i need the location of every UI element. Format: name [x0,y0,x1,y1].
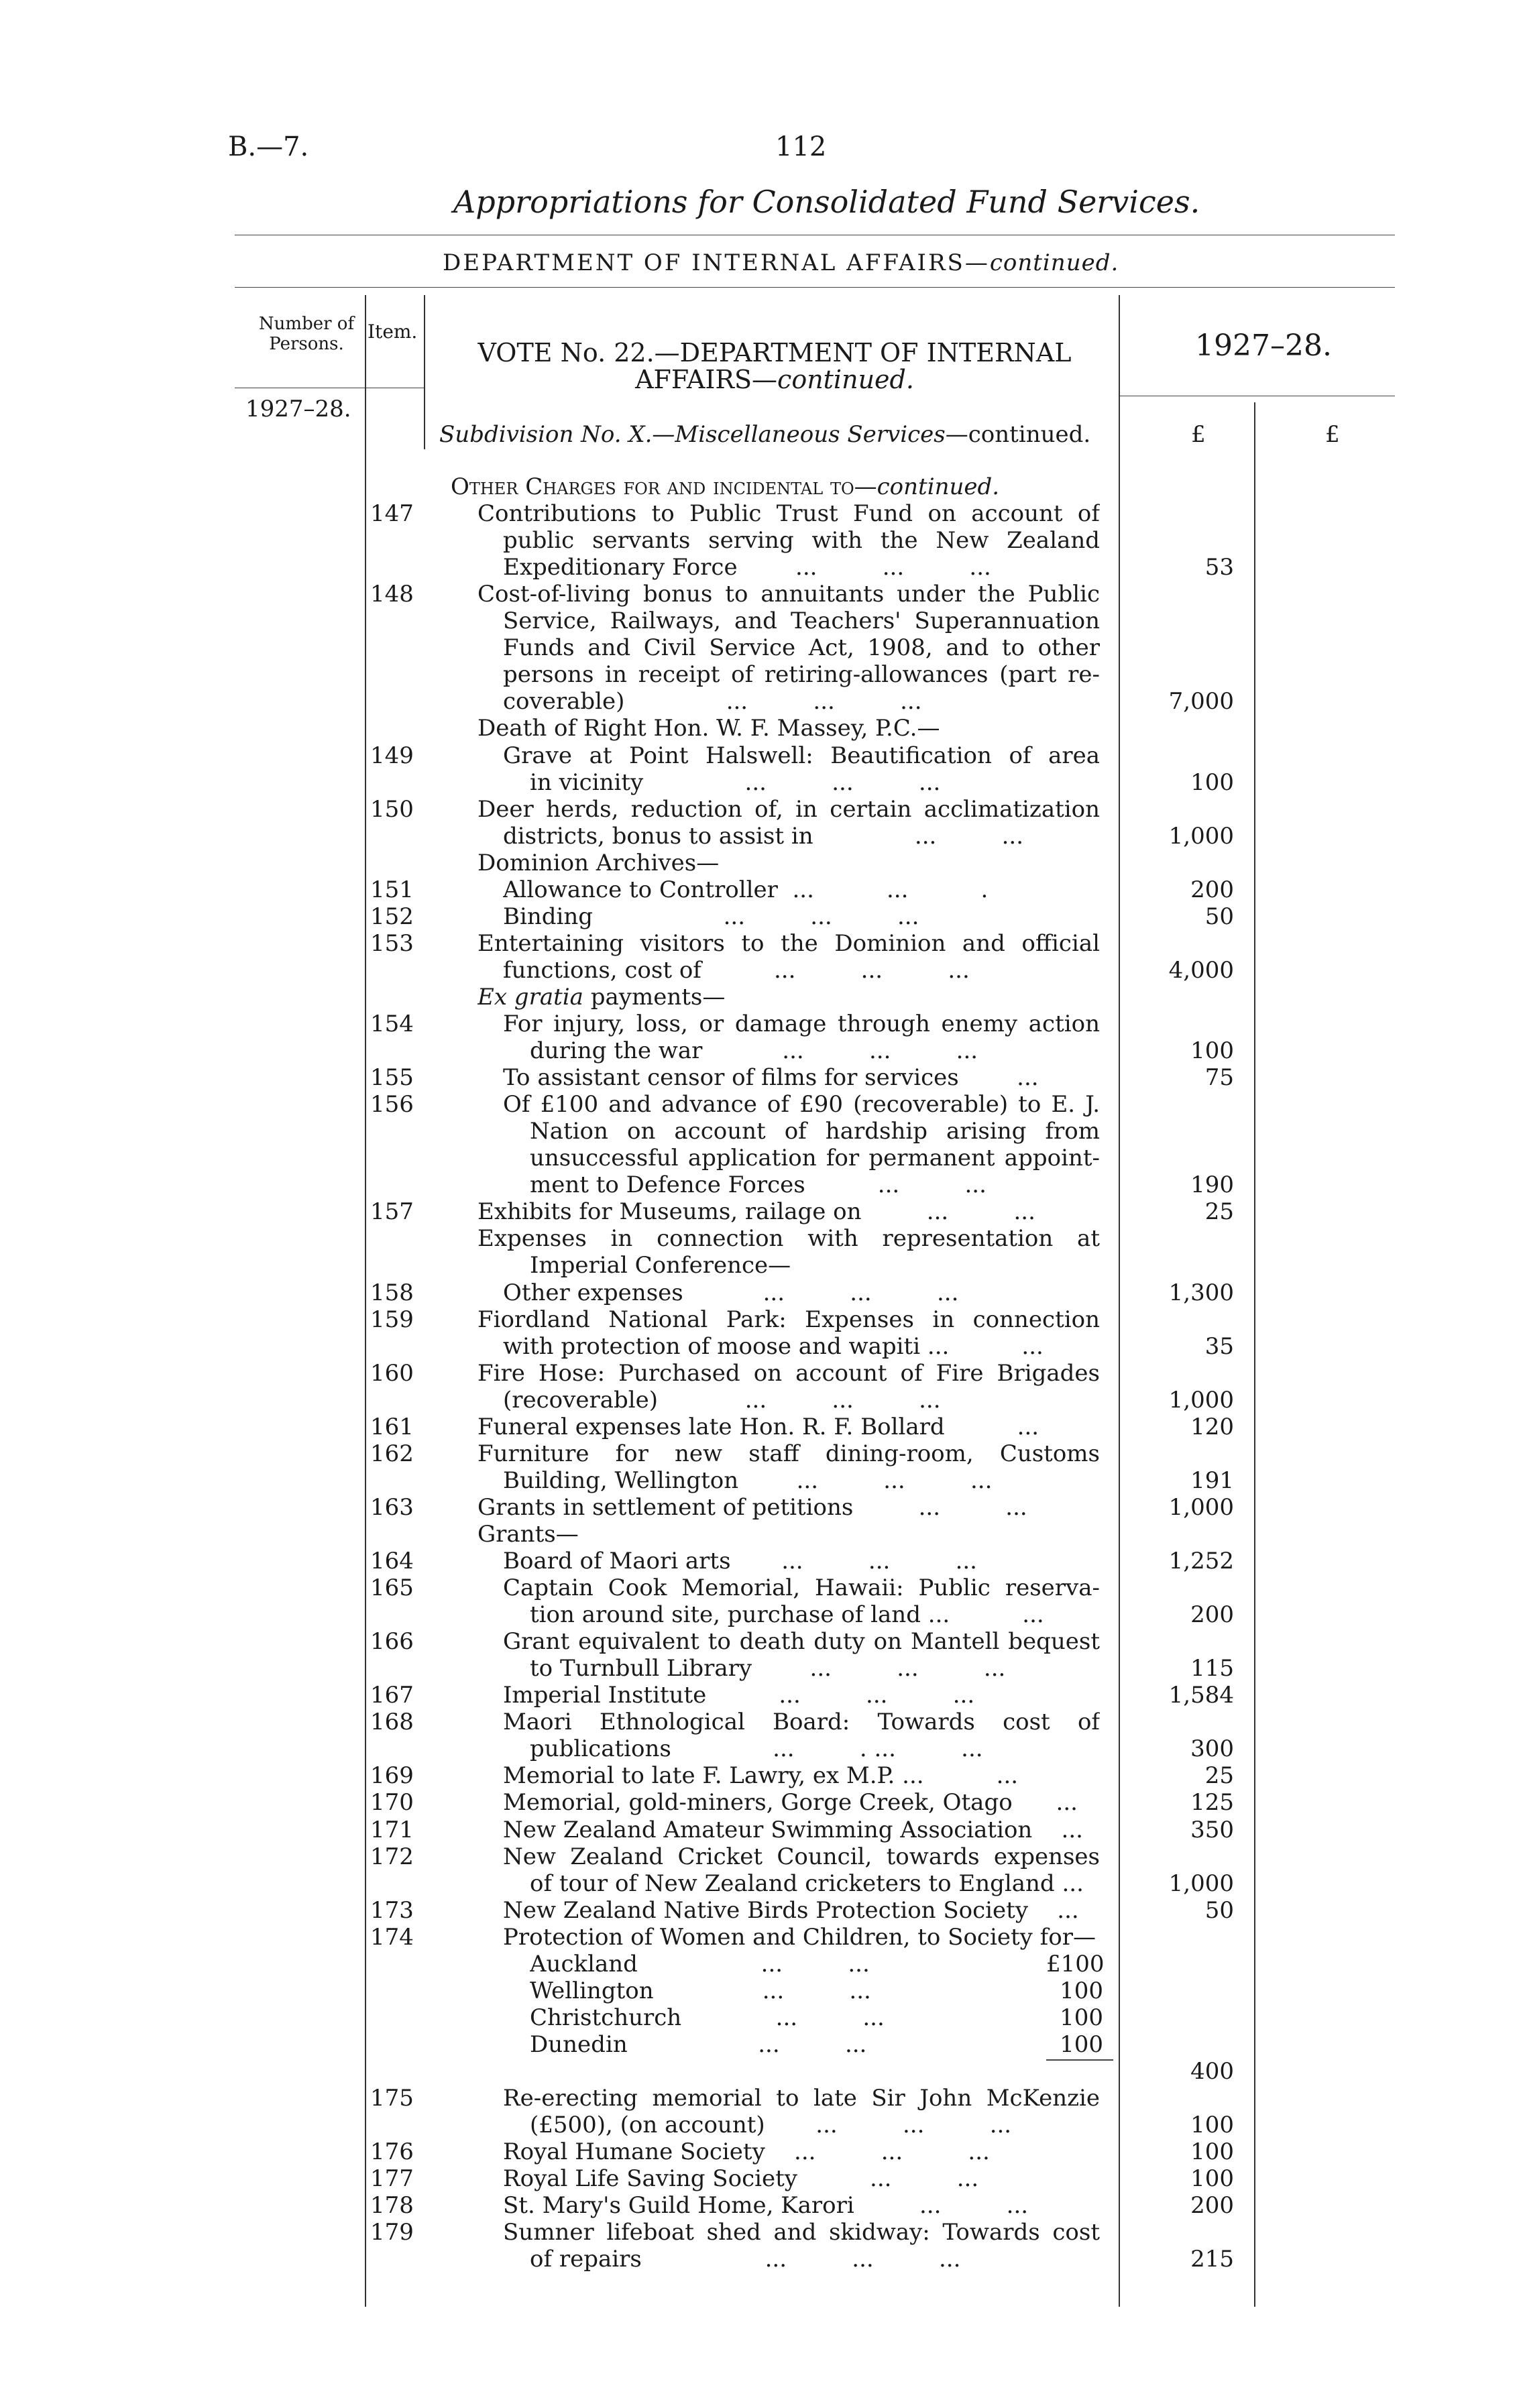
item-number: 147 [370,500,414,528]
item-description [477,984,1100,1011]
item-description: Captain Cook Memorial, Hawaii: Public reserva- [503,1574,1100,1602]
item-description: persons in receipt of retiring-allowances (part re- [503,661,1100,689]
table-row [0,1682,1521,1709]
table-row [0,1494,1521,1521]
item-header: Item. [368,321,418,343]
table-row [0,2112,1521,2138]
amount: 115 [1190,1655,1234,1682]
item-number: 168 [370,1709,414,1736]
table-row [0,634,1521,661]
table-row [0,1279,1521,1306]
item-description: Grave at Point Halswell: Beautification of area [503,742,1100,769]
item-description: (£500), (on account) ... ... ... [530,2112,1012,2139]
amount: 100 [1190,1037,1234,1065]
subdivision-title: Subdivision No. X.—Miscellaneous Services [439,421,946,448]
table-row [0,1977,1521,2004]
table-row [0,1064,1521,1091]
subtotal-rule [1046,2059,1113,2061]
table-row [0,1924,1521,1951]
table-row [0,581,1521,608]
table-row [0,903,1521,930]
table-row [0,1548,1521,1574]
year-left: 1927–28. [245,396,351,422]
item-number: 178 [370,2192,414,2220]
pound-symbol-2: £ [1325,421,1340,448]
table-row [0,500,1521,527]
item-description: Fire Hose: Purchased on account of Fire Brigades [477,1359,1100,1387]
table-row [0,1333,1521,1360]
item-description: Furniture for new staff dining-room, Customs [477,1440,1100,1467]
item-description: Grant equivalent to death duty on Mantell bequest [503,1628,1100,1656]
item-number: 174 [370,1923,414,1951]
item-number: 171 [370,1816,414,1843]
amount: 53 [1204,554,1234,581]
item-description: publications ... . ... ... [530,1735,983,1763]
table-row [0,1762,1521,1789]
table-row [0,1467,1521,1494]
table-row [0,1414,1521,1440]
item-number: 173 [370,1896,414,1924]
table-row [0,608,1521,634]
item-number: 148 [370,581,414,608]
item-description: Re-erecting memorial to late Sir John McKenzie [503,2085,1100,2112]
amount: 350 [1190,1816,1234,1843]
amount: 4,000 [1168,956,1234,984]
table-row [0,2138,1521,2165]
item-number: 172 [370,1843,414,1870]
item-description: Memorial to late F. Lawry, ex M.P. ... ... [503,1762,1019,1790]
item-description: Protection of Women and Children, to Society for— [503,1923,1096,1951]
item-description: To assistant censor of films for services ... [503,1064,1039,1092]
table-row [0,715,1521,742]
item-description: Dunedin ... ... [530,2030,867,2058]
vote-title-line1: VOTE No. 22.—DEPARTMENT OF INTERNAL [477,338,1072,367]
table-row [0,2085,1521,2112]
section-heading-continued: continued. [877,473,1000,500]
table-row [0,1387,1521,1414]
table-row [0,1870,1521,1897]
table-row [0,473,1521,500]
table-row [0,2058,1521,2085]
item-number: 177 [370,2165,414,2193]
number-of-persons-header: Number of Persons. [258,314,355,354]
item-description: Dominion Archives— [477,849,720,876]
table-row [0,1655,1521,1682]
item-description: Memorial, gold-miners, Gorge Creek, Otago ... [503,1789,1078,1817]
table-row [0,1198,1521,1225]
amount: 400 [1190,2057,1234,2085]
table-row [0,823,1521,850]
table-row [0,1145,1521,1171]
table-row [0,957,1521,984]
sub-amount: 100 [1060,2030,1103,2058]
item-number: 166 [370,1628,414,1656]
amount: 50 [1204,903,1234,930]
item-number: 150 [370,795,414,823]
year-right: 1927–28. [1195,329,1332,363]
subdivision-heading [439,421,1090,448]
table-row [0,1817,1521,1843]
item-number: 169 [370,1762,414,1790]
item-number: 179 [370,2219,414,2246]
item-description: of tour of New Zealand cricketers to England ... [530,1870,1084,1897]
subdivision-continued: —continued. [945,421,1091,448]
item-description [451,473,1100,500]
amount: 100 [1190,768,1234,796]
table-row [0,527,1521,554]
item-description: Imperial Conference— [530,1252,791,1279]
amount: 1,252 [1168,1548,1234,1574]
rule-item-desc [424,295,425,449]
item-number: 153 [370,929,414,957]
table-row [0,796,1521,823]
item-description: Exhibits for Museums, railage on ... ... [477,1198,1035,1226]
amount: 100 [1190,2138,1234,2166]
table-row [0,554,1521,581]
amount: 75 [1204,1064,1234,1092]
item-number: 161 [370,1413,414,1440]
table-row [0,1628,1521,1655]
vote-title-line2: AFFAIRS— [635,365,778,394]
item-description: Funeral expenses late Hon. R. F. Bollard ... [477,1413,1039,1440]
amount: 215 [1190,2246,1234,2273]
table-row [0,2031,1521,2058]
item-number: 157 [370,1198,414,1226]
item-number: 155 [370,1064,414,1092]
item-description: to Turnbull Library ... ... ... [530,1655,1006,1682]
item-description: (recoverable) ... ... ... [503,1386,941,1414]
table-row [0,1951,1521,1977]
amount: 191 [1190,1467,1234,1494]
item-number: 154 [370,1011,414,1037]
item-description: unsuccessful application for permanent appoint- [530,1145,1100,1172]
amount: 7,000 [1168,688,1234,715]
pound-symbol-1: £ [1191,421,1206,448]
item-description: Wellington ... ... [530,1977,871,2004]
item-description: Entertaining visitors to the Dominion and official [477,929,1100,957]
item-description: For injury, loss, or damage through enemy action [503,1011,1100,1037]
amount: 1,000 [1168,1870,1234,1897]
department-heading [443,249,1119,276]
table-row [0,1118,1521,1145]
item-number: 162 [370,1440,414,1467]
item-description: Sumner lifeboat shed and skidway: Towards cost [503,2219,1100,2246]
table-row [0,1440,1521,1467]
item-description: Contributions to Public Trust Fund on account of [477,500,1100,528]
department-name: DEPARTMENT OF INTERNAL AFFAIRS— [443,249,990,276]
vote-title [456,339,1093,393]
table-row [0,1897,1521,1924]
amount: 1,000 [1168,822,1234,850]
table-row [0,769,1521,796]
amount: 50 [1204,1896,1234,1924]
sub-amount: 100 [1060,1977,1103,2004]
item-description: St. Mary's Guild Home, Karori ... ... [503,2192,1029,2220]
table-row [0,930,1521,957]
vote-title-line2-wrap [456,366,1093,393]
amount: 1,000 [1168,1493,1234,1521]
item-description: Of £100 and advance of £90 (recoverable) to E. J. [503,1091,1100,1119]
item-description: Allowance to Controller ... ... . [503,876,989,903]
italic-lead: Ex gratia [477,983,583,1011]
item-number: 175 [370,2085,414,2112]
amount: 200 [1190,1601,1234,1629]
sub-amount: £100 [1046,1950,1105,1977]
item-description: tion around site, purchase of land ... ... [530,1601,1044,1629]
item-description: functions, cost of ... ... ... [503,956,970,984]
section-heading: Other Charges for and incidental to— [451,473,877,500]
item-description: New Zealand Cricket Council, towards expenses [503,1843,1100,1870]
amount: 1,300 [1168,1279,1234,1306]
item-description: Nation on account of hardship arising from [530,1118,1100,1145]
amount: 100 [1190,2165,1234,2193]
item-description: Royal Humane Society ... ... ... [503,2138,990,2166]
item-description: Funds and Civil Service Act, 1908, and to other [503,634,1100,662]
amount: 100 [1190,2112,1234,2139]
table-row [0,1735,1521,1762]
table-row [0,742,1521,769]
table-row [0,1171,1521,1198]
item-description: New Zealand Amateur Swimming Association ... [503,1816,1083,1843]
item-description: Royal Life Saving Society ... ... [503,2165,979,2193]
amount: 190 [1190,1171,1234,1199]
table-row [0,1789,1521,1816]
table-row [0,984,1521,1011]
sub-amount: 100 [1060,2004,1103,2031]
item-description: during the war ... ... ... [530,1037,978,1065]
item-number: 170 [370,1789,414,1817]
table-row [0,1601,1521,1628]
amount: 1,000 [1168,1386,1234,1414]
item-number: 160 [370,1359,414,1387]
item-description: Board of Maori arts ... ... ... [503,1548,977,1574]
table-row [0,876,1521,903]
item-description: coverable) ... ... ... [503,688,922,715]
amount: 25 [1204,1198,1234,1226]
amount: 25 [1204,1762,1234,1790]
table-row [0,1843,1521,1870]
item-description: Death of Right Hon. W. F. Massey, P.C.— [477,715,940,742]
item-description: Other expenses ... ... ... [503,1279,959,1306]
page-caption: Appropriations for Consolidated Fund Services. [453,184,1200,220]
table-row [0,1252,1521,1279]
item-description: Grants— [477,1520,579,1548]
vote-title-continued: continued. [777,365,914,394]
table-row [0,2246,1521,2273]
item-number: 149 [370,742,414,769]
item-number: 156 [370,1091,414,1119]
table-row [0,1360,1521,1387]
item-description: Building, Wellington ... ... ... [503,1467,993,1494]
item-description: Christchurch ... ... [530,2004,885,2031]
item-description: Binding ... ... ... [503,903,919,930]
heading-rule [235,287,1395,288]
amount: 35 [1204,1332,1234,1360]
table-row [0,2165,1521,2192]
item-description: Imperial Institute ... ... ... [503,1682,975,1709]
item-number: 176 [370,2138,414,2166]
item-description: Auckland ... ... [530,1950,870,1977]
item-description: of repairs ... ... ... [530,2246,961,2273]
item-description: Grants in settlement of petitions ... ... [477,1493,1027,1521]
table-row [0,1225,1521,1252]
table-row [0,1306,1521,1333]
description-rest: payments— [583,983,726,1011]
item-number: 164 [370,1548,414,1574]
item-description: Expeditionary Force ... ... ... [503,554,991,581]
amount: 120 [1190,1413,1234,1440]
table-row [0,2192,1521,2219]
item-description: Maori Ethnological Board: Towards cost of [503,1709,1100,1736]
item-number: 163 [370,1493,414,1521]
item-description: public servants serving with the New Zealand [503,527,1100,555]
item-description: New Zealand Native Birds Protection Society ... [503,1896,1079,1924]
item-description: districts, bonus to assist in ... ... [503,822,1024,850]
table-row [0,688,1521,715]
amount: 200 [1190,876,1234,903]
table-row [0,1091,1521,1118]
item-number: 159 [370,1306,414,1333]
item-description: with protection of moose and wapiti ... ... [503,1332,1044,1360]
item-description: ment to Defence Forces ... ... [530,1171,987,1199]
item-description: Deer herds, reduction of, in certain acclimatization [477,795,1100,823]
page-number: 112 [775,131,827,162]
item-description: Fiordland National Park: Expenses in connection [477,1306,1100,1333]
table-row [0,1521,1521,1548]
report-code: B.—7. [228,131,309,162]
item-description: Cost-of-living bonus to annuitants under the Public [477,581,1100,608]
item-description: Expenses in connection with representation at [477,1225,1100,1253]
table-row [0,1011,1521,1037]
item-number: 152 [370,903,414,930]
table-row [0,1709,1521,1735]
table-row [0,2219,1521,2246]
item-description: Service, Railways, and Teachers' Superannuation [503,608,1100,635]
item-number: 167 [370,1682,414,1709]
item-number: 158 [370,1279,414,1306]
amount: 125 [1190,1789,1234,1817]
amount: 300 [1190,1735,1234,1763]
item-number: 165 [370,1574,414,1602]
table-row [0,661,1521,688]
department-continued: continued. [989,249,1119,276]
table-row [0,2004,1521,2031]
item-number: 151 [370,876,414,903]
amount: 1,584 [1168,1682,1234,1709]
table-row [0,1574,1521,1601]
item-description: in vicinity ... ... ... [530,768,941,796]
table-row [0,850,1521,876]
amount: 200 [1190,2192,1234,2220]
table-row [0,1037,1521,1064]
